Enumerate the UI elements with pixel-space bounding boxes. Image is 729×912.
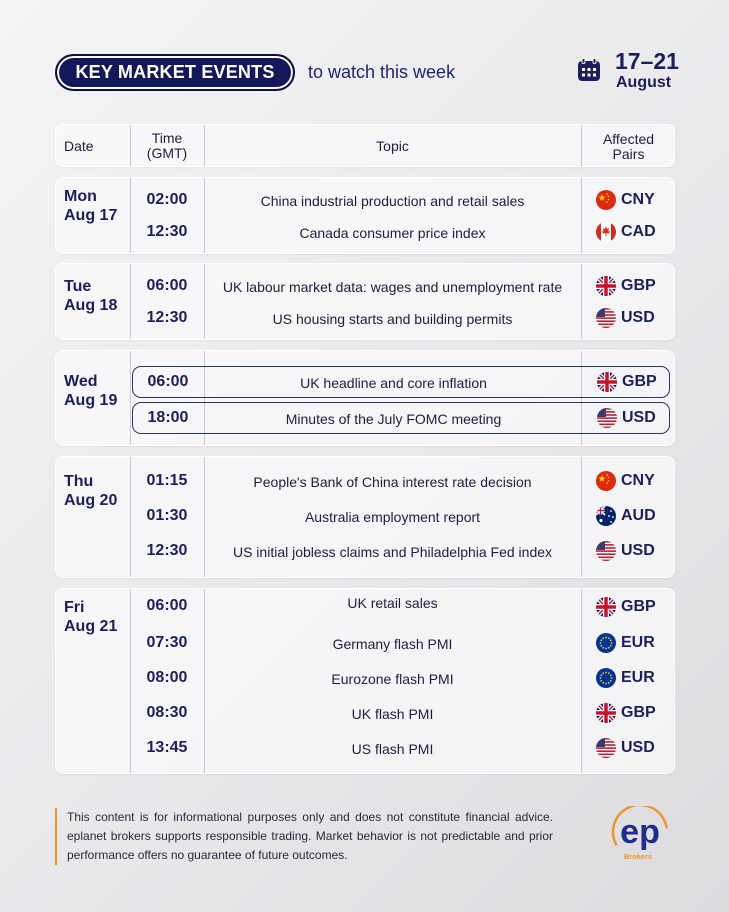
column-date: Date bbox=[64, 138, 94, 154]
table-row bbox=[56, 302, 674, 334]
event-topic: Minutes of the July FOMC meeting bbox=[285, 411, 502, 427]
event-topic: UK retail sales bbox=[347, 595, 438, 611]
day-name: Tue bbox=[64, 278, 92, 295]
gbp-flag-icon bbox=[597, 372, 617, 392]
table-row bbox=[56, 500, 674, 532]
usd-flag-icon bbox=[596, 541, 616, 561]
pair-code: GBP bbox=[621, 704, 656, 721]
pair-code: AUD bbox=[621, 507, 656, 524]
event-time: 06:00 bbox=[146, 277, 188, 294]
affected-pair bbox=[596, 541, 655, 561]
event-time: 12:30 bbox=[146, 542, 188, 559]
day-card-mon bbox=[55, 177, 675, 254]
day-date: Aug 21 bbox=[64, 618, 118, 635]
pair-code: USD bbox=[621, 739, 655, 756]
event-time: 01:30 bbox=[146, 507, 188, 524]
event-topic: Eurozone flash PMI bbox=[331, 671, 454, 687]
date-month: August bbox=[616, 74, 672, 91]
event-topic: US flash PMI bbox=[351, 741, 434, 757]
event-topic: People's Bank of China interest rate decision bbox=[253, 474, 532, 490]
cny-flag-icon bbox=[596, 471, 616, 491]
pair-code: EUR bbox=[621, 634, 655, 651]
affected-pair bbox=[596, 738, 655, 758]
date-range: 17–21 bbox=[615, 48, 679, 74]
pair-code: EUR bbox=[621, 669, 655, 686]
day-name: Wed bbox=[64, 373, 98, 390]
usd-flag-icon bbox=[596, 308, 616, 328]
event-time: 08:00 bbox=[146, 669, 188, 686]
week-date bbox=[615, 48, 679, 92]
event-time: 07:30 bbox=[146, 634, 188, 651]
table-header bbox=[55, 124, 675, 167]
affected-pair bbox=[596, 703, 656, 723]
table-row bbox=[56, 216, 674, 248]
table-row bbox=[56, 535, 674, 567]
event-topic: China industrial production and retail sales bbox=[260, 193, 525, 209]
table-row bbox=[56, 697, 674, 729]
event-topic: US initial jobless claims and Philadelphia Fed index bbox=[232, 544, 553, 560]
column-time-line1: Time bbox=[151, 130, 183, 146]
table-row bbox=[56, 184, 674, 216]
logo-mark: ep bbox=[620, 813, 660, 851]
event-topic: UK headline and core inflation bbox=[300, 375, 487, 391]
day-date: Aug 17 bbox=[64, 207, 118, 224]
pair-code: USD bbox=[622, 409, 656, 426]
column-time bbox=[130, 131, 204, 161]
gbp-flag-icon bbox=[596, 703, 616, 723]
column-time-line2: (GMT) bbox=[146, 145, 188, 161]
event-time: 08:30 bbox=[146, 704, 188, 721]
gbp-flag-icon bbox=[596, 276, 616, 296]
event-topic: US housing starts and building permits bbox=[272, 311, 513, 327]
day-name: Fri bbox=[64, 599, 85, 616]
disclaimer: This content is for informational purposes only and does not constitute financial advice. eplanet brokers supports responsible trading. Market behavior is not predictable and prior performance offers no guarantee of future outcomes. bbox=[55, 808, 553, 865]
day-name: Thu bbox=[64, 473, 94, 490]
affected-pair bbox=[597, 372, 657, 392]
highlighted-row bbox=[132, 402, 670, 434]
day-label bbox=[64, 372, 117, 410]
affected-pair bbox=[596, 276, 656, 296]
event-time: 02:00 bbox=[146, 191, 188, 208]
eplanet-brokers-logo bbox=[600, 806, 680, 862]
pair-code: USD bbox=[621, 542, 655, 559]
pair-code: GBP bbox=[622, 373, 657, 390]
event-topic: Australia employment report bbox=[304, 509, 481, 525]
eur-flag-icon bbox=[596, 633, 616, 653]
logo-label: Brokers bbox=[623, 852, 653, 861]
affected-pair bbox=[596, 506, 656, 526]
cad-flag-icon bbox=[596, 222, 616, 242]
day-card-fri bbox=[55, 588, 675, 774]
event-time: 01:15 bbox=[146, 472, 188, 489]
affected-pair bbox=[596, 190, 655, 210]
table-row bbox=[56, 270, 674, 302]
page-title: KEY MARKET EVENTS bbox=[55, 54, 295, 91]
event-topic: Canada consumer price index bbox=[299, 225, 486, 241]
gbp-flag-icon bbox=[596, 597, 616, 617]
column-topic: Topic bbox=[376, 138, 409, 154]
pair-code: CNY bbox=[621, 191, 655, 208]
affected-pair bbox=[596, 308, 655, 328]
day-date: Aug 19 bbox=[64, 392, 118, 409]
event-time: 06:00 bbox=[147, 373, 189, 390]
usd-flag-icon bbox=[597, 408, 617, 428]
column-pairs-line1: Affected bbox=[602, 131, 655, 147]
day-card-thu bbox=[55, 456, 675, 578]
cny-flag-icon bbox=[596, 190, 616, 210]
event-time: 06:00 bbox=[146, 597, 188, 614]
calendar-icon bbox=[577, 58, 601, 82]
table-row bbox=[56, 465, 674, 497]
day-name: Mon bbox=[64, 188, 97, 205]
column-pairs bbox=[581, 132, 676, 162]
eur-flag-icon bbox=[596, 668, 616, 688]
pair-code: CAD bbox=[621, 223, 656, 240]
event-topic: UK labour market data: wages and unemployment rate bbox=[222, 279, 563, 295]
day-date: Aug 20 bbox=[64, 492, 118, 509]
event-time: 12:30 bbox=[146, 223, 188, 240]
table-row bbox=[56, 591, 674, 623]
day-card-tue bbox=[55, 263, 675, 340]
event-topic: UK flash PMI bbox=[351, 706, 434, 722]
day-card-wed bbox=[55, 350, 675, 446]
highlighted-row bbox=[132, 366, 670, 398]
day-date: Aug 18 bbox=[64, 297, 118, 314]
event-time: 18:00 bbox=[147, 409, 189, 426]
event-time: 12:30 bbox=[146, 309, 188, 326]
pair-code: GBP bbox=[621, 277, 656, 294]
affected-pair bbox=[596, 633, 655, 653]
affected-pair bbox=[597, 408, 656, 428]
usd-flag-icon bbox=[596, 738, 616, 758]
page-subtitle: to watch this week bbox=[308, 62, 456, 82]
pair-code: CNY bbox=[621, 472, 655, 489]
pair-code: GBP bbox=[621, 598, 656, 615]
aud-flag-icon bbox=[596, 506, 616, 526]
table-row bbox=[56, 732, 674, 764]
event-time: 13:45 bbox=[146, 739, 188, 756]
affected-pair bbox=[596, 222, 656, 242]
table-row bbox=[56, 662, 674, 694]
event-topic: Germany flash PMI bbox=[332, 636, 453, 652]
table-row bbox=[56, 627, 674, 659]
pair-code: USD bbox=[621, 309, 655, 326]
header bbox=[55, 48, 679, 94]
affected-pair bbox=[596, 668, 655, 688]
affected-pair bbox=[596, 471, 655, 491]
column-pairs-line2: Pairs bbox=[612, 146, 645, 162]
affected-pair bbox=[596, 597, 656, 617]
